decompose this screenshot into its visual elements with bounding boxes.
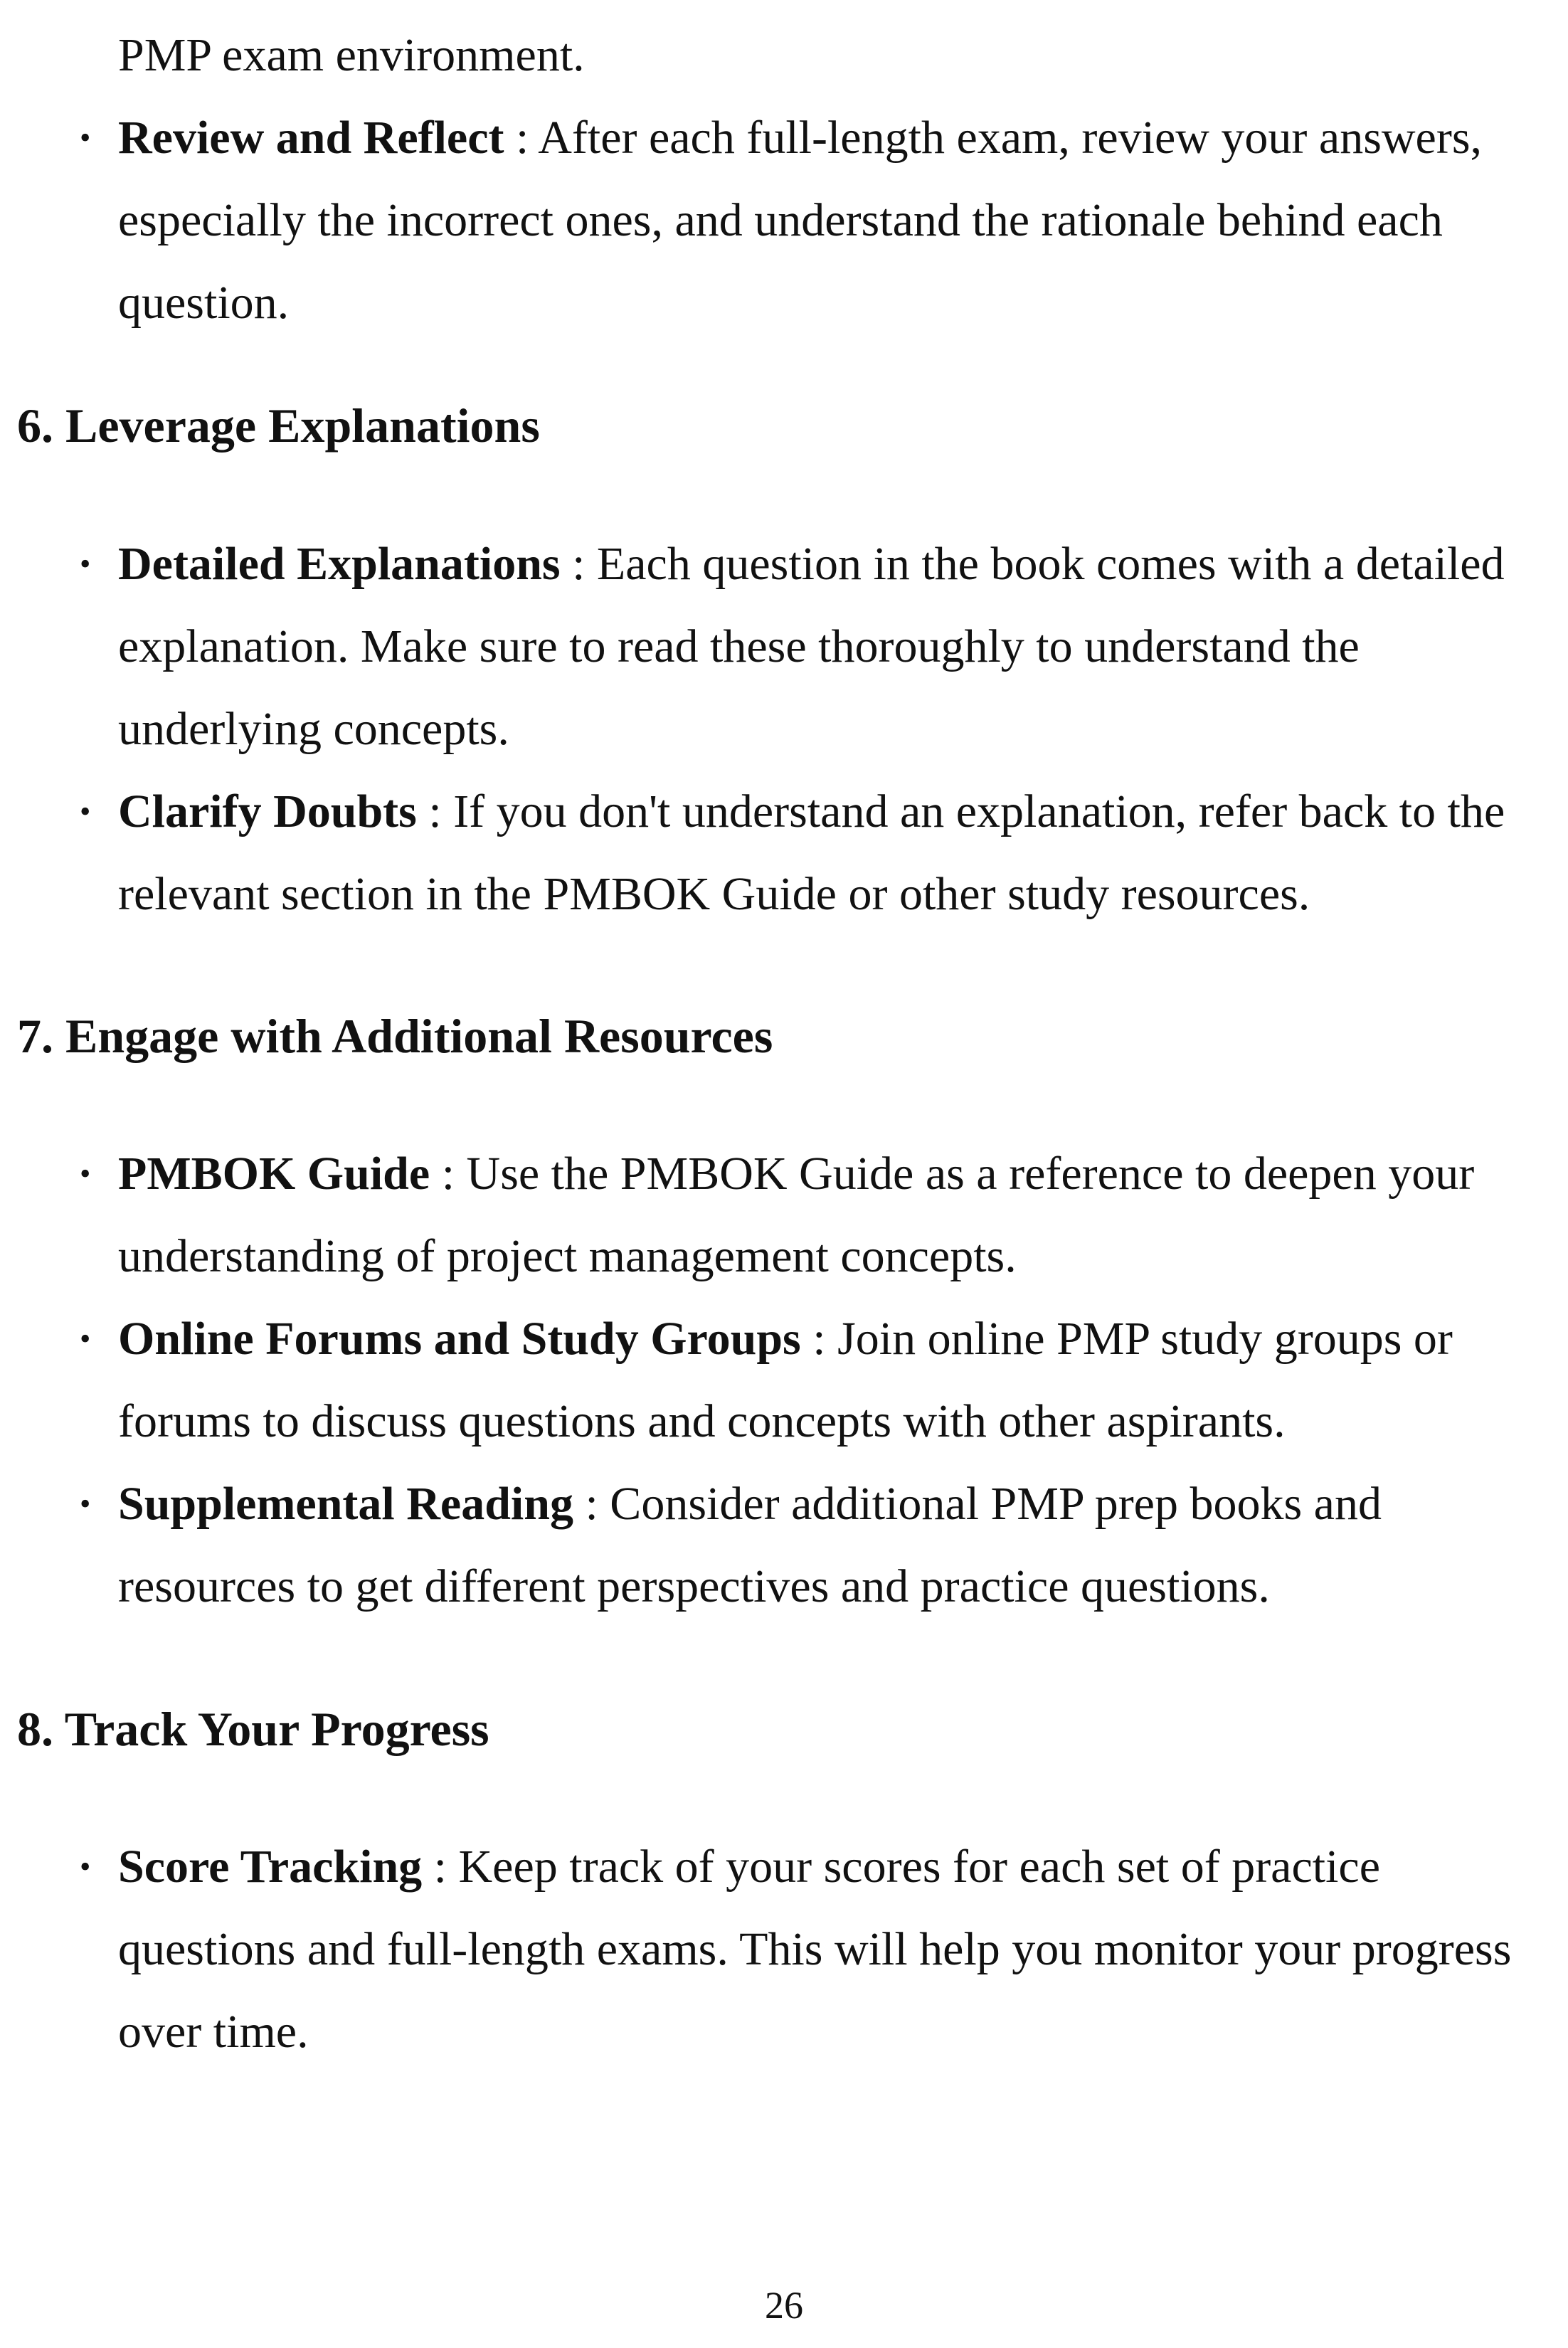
page-number: 26 [765,2284,803,2327]
item-term: Online Forums and Study Groups [118,1313,801,1365]
list-item-supplemental-reading [80,1463,1548,1628]
item-text: : Each question in the book comes with a detailed explanation. Make sure to read these thoroughly to understand the underlying concepts. [118,538,1505,755]
continued-text [118,14,1541,97]
item-term: Detailed Explanations [118,538,561,590]
bullet-list-track-progress [80,1826,1548,2073]
bullet-list-additional-resources [80,1133,1548,1628]
section-heading-track-your-progress: 8. Track Your Progress [17,1702,489,1756]
bullet-icon: • [80,546,91,581]
item-term: Score Tracking [118,1841,423,1893]
item-text: : Keep track of your scores for each set of practice questions and full-length exams. This will help you monitor your progress over time. [118,1841,1512,2058]
continuation-line: PMP exam environment. [118,29,585,81]
list-item-pmbok-guide [80,1133,1548,1298]
item-text: : After each full-length exam, review your answers, especially the incorrect ones, and understand the rationale behind each question. [118,112,1483,329]
list-item-review-and-reflect [80,97,1548,344]
list-item-score-tracking [80,1826,1548,2073]
list-item-online-forums [80,1298,1548,1463]
bullet-icon: • [80,120,91,155]
item-text: : If you don't understand an explanation, refer back to the relevant section in the PMBOK Guide or other study resources. [118,786,1505,920]
item-text: : Use the PMBOK Guide as a reference to deepen your understanding of project management concepts. [118,1148,1475,1282]
section-heading-engage-with-additional-resources: 7. Engage with Additional Resources [17,1009,773,1063]
section-heading-leverage-explanations: 6. Leverage Explanations [17,398,540,453]
item-text: : Join online PMP study groups or forums to discuss questions and concepts with other aspirants. [118,1313,1453,1447]
item-term: Review and Reflect [118,112,504,164]
bullet-list-previous [80,97,1548,344]
bullet-icon: • [80,794,91,829]
bullet-list-leverage-explanations [80,523,1548,936]
item-term: Supplemental Reading [118,1478,573,1530]
list-item-detailed-explanations [80,523,1548,771]
bullet-icon: • [80,1321,91,1356]
item-term: Clarify Doubts [118,786,417,837]
bullet-icon: • [80,1849,91,1884]
item-term: PMBOK Guide [118,1148,430,1200]
bullet-icon: • [80,1486,91,1521]
list-item-clarify-doubts [80,771,1548,936]
item-text: : Consider additional PMP prep books and resources to get different perspectives and practice questions. [118,1478,1382,1612]
bullet-icon: • [80,1156,91,1191]
